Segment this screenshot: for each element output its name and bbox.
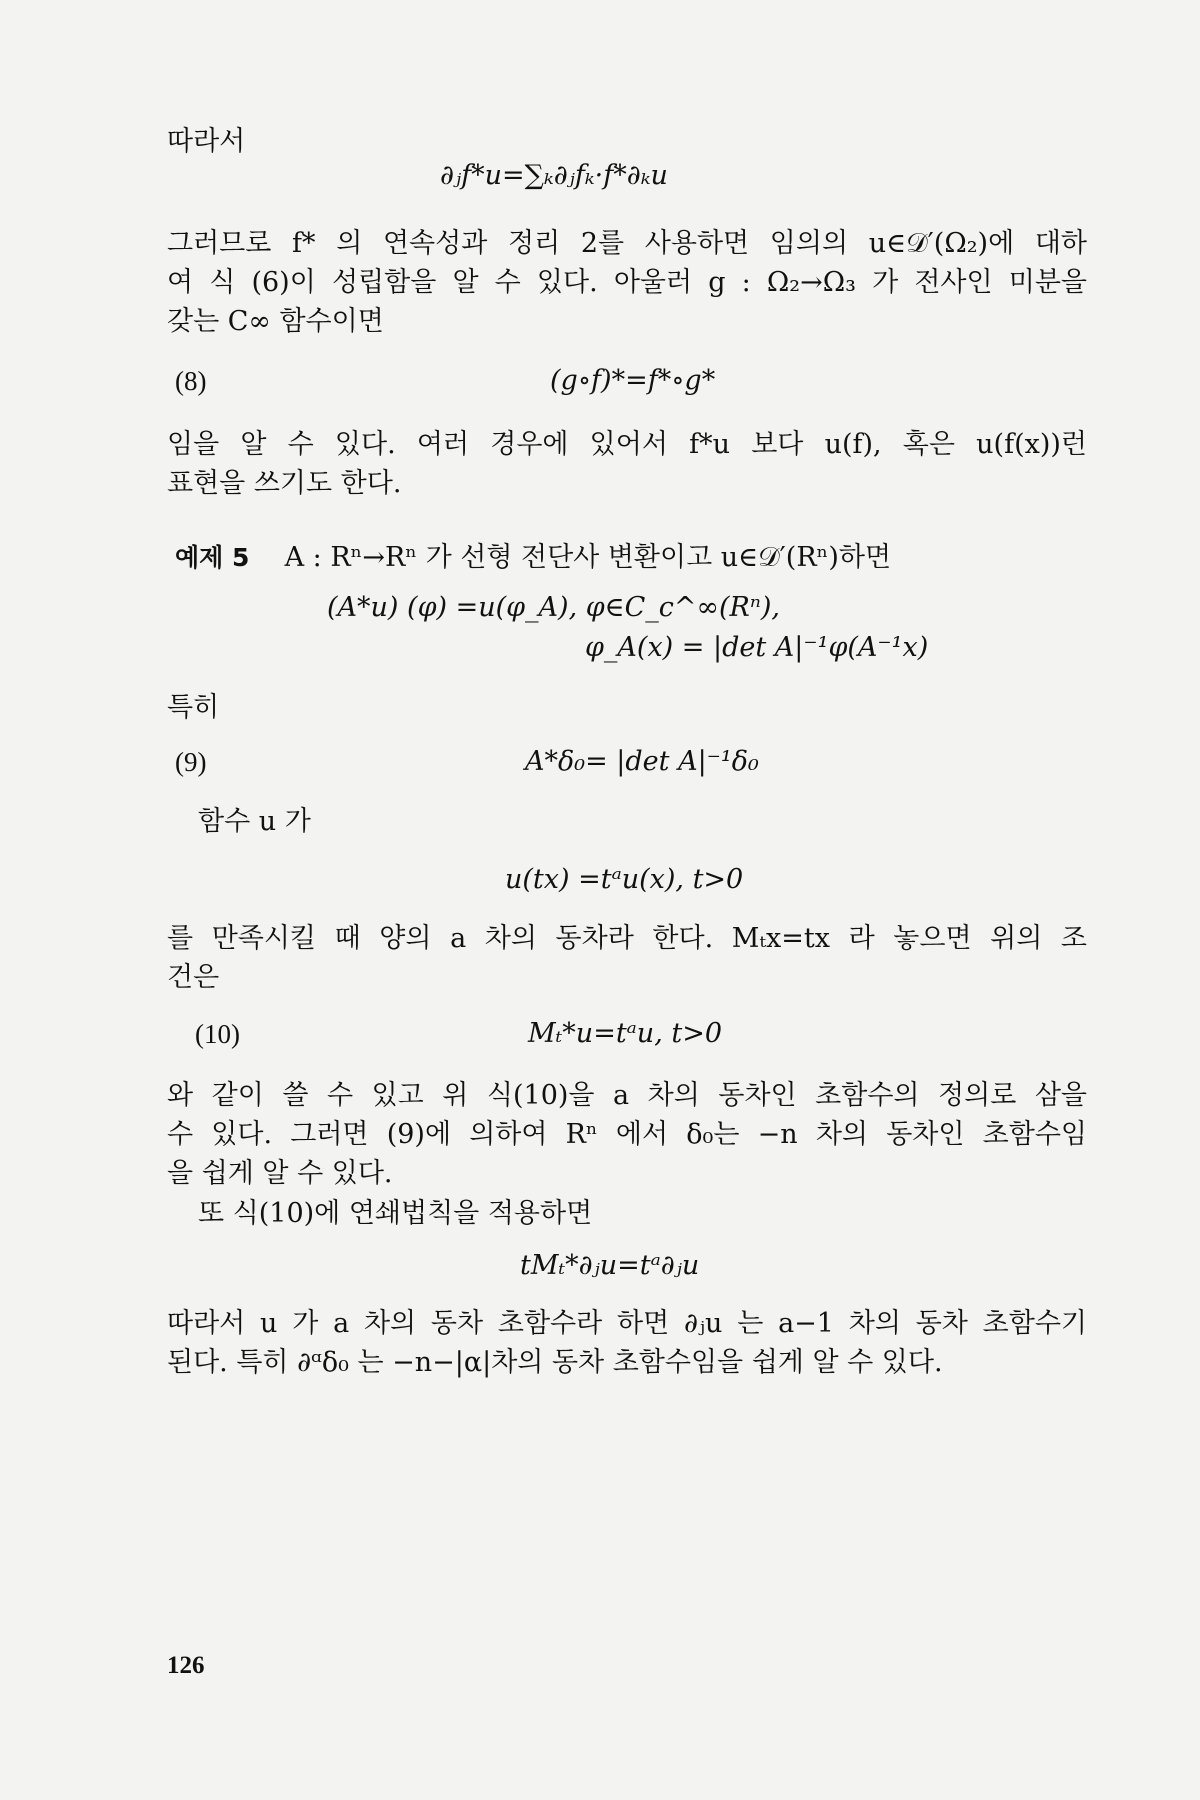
equation-delta-transform: A*δ₀= |det A|⁻¹δ₀ [525, 746, 759, 777]
example-statement: A : Rⁿ→Rⁿ 가 선형 전단사 변환이고 u∈𝒟′(Rⁿ)하면 [284, 542, 892, 573]
equation-composition: (g∘f)*=f*∘g* [550, 365, 716, 396]
paragraph-line: 갖는 C∞ 함수이면 [167, 306, 384, 337]
paragraph-line: 와 같이 쓸 수 있고 위 식(10)을 a 차의 동차인 초함수의 정의로 삼을 [167, 1080, 1087, 1111]
paragraph-line: 따라서 u 가 a 차의 동차 초함수라 하면 ∂ⱼu 는 a−1 차의 동차 초함수기 [167, 1308, 1087, 1339]
equation-number: (8) [175, 366, 207, 396]
paragraph-line: 임을 알 수 있다. 여러 경우에 있어서 f*u 보다 u(f), 혹은 u(f(x))런 [167, 429, 1087, 460]
text-line: 따라서 [167, 126, 246, 157]
text-line: 함수 u 가 [198, 806, 311, 837]
example-heading [175, 540, 1087, 576]
paragraph-line: 을 쉽게 알 수 있다. [167, 1158, 393, 1189]
equation-number: (10) [195, 1019, 240, 1049]
page-number: 126 [167, 1652, 205, 1679]
example-label: 예제 5 [175, 543, 250, 572]
example-equation-2: φ_A(x) = |det A|⁻¹φ(A⁻¹x) [585, 632, 929, 663]
paragraph-line: 된다. 특히 ∂ᵅδ₀ 는 −n−|α|차의 동차 초함수임을 쉽게 알 수 있다. [167, 1347, 943, 1378]
paragraph-line: 를 만족시킬 때 양의 a 차의 동차라 한다. Mₜx=tx 라 놓으면 위의 조 [167, 923, 1087, 954]
paragraph-line: 건은 [167, 962, 220, 993]
equation-chain-rule: tMₜ*∂ⱼu=tᵃ∂ⱼu [520, 1250, 700, 1281]
equation-homogeneous-dilation: Mₜ*u=tᵃu, t>0 [528, 1018, 723, 1049]
paragraph-line: 표현을 쓰기도 한다. [167, 468, 402, 499]
equation-number: (9) [175, 747, 207, 777]
paragraph-line: 수 있다. 그러면 (9)에 의하여 Rⁿ 에서 δ₀는 −n 차의 동차인 초함수임 [167, 1119, 1087, 1150]
paragraph-line: 그러므로 f* 의 연속성과 정리 2를 사용하면 임의의 u∈𝒟′(Ω₂)에 대하 [167, 228, 1087, 259]
paragraph-line: 또 식(10)에 연쇄법칙을 적용하면 [198, 1198, 593, 1229]
paragraph-line: 여 식 (6)이 성립함을 알 수 있다. 아울러 g : Ω₂→Ω₃ 가 전사인 미분을 [167, 267, 1087, 298]
example-equation-1: (A*u) (φ) =u(φ_A), φ∈C_c^∞(Rⁿ), [327, 592, 780, 623]
equation-homogeneous: u(tx) =tᵃu(x), t>0 [505, 864, 744, 895]
equation-derivative-pullback: ∂ⱼf*u=∑ₖ∂ⱼfₖ·f*∂ₖu [440, 160, 668, 191]
text-line: 특히 [167, 692, 220, 723]
